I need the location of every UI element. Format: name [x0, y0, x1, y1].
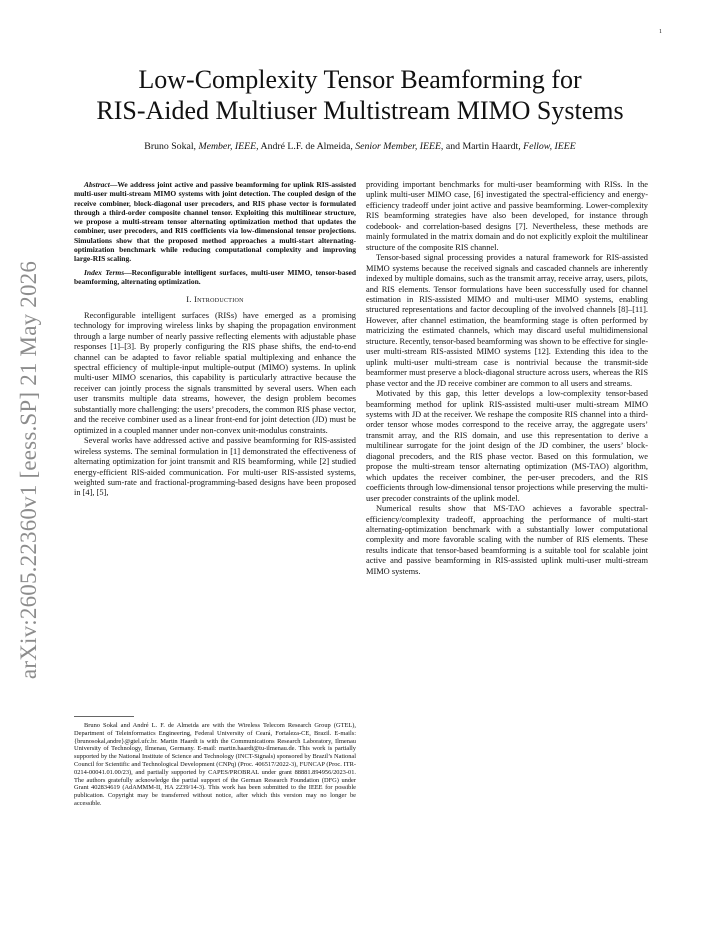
paragraph: Numerical results show that MS-TAO achieves a favorable spectral-efficiency/complexity tradeoff, approaching the performance of multi-start alternating-optimization benchmark with a substantially lower computational complexity and more favorable scaling with the number of RIS elements. These results indicate that tensor-based beamforming is a suitable tool for scalable joint active and passive beamforming in RIS-assisted uplink multi-user multi-stream MIMO systems. [366, 504, 648, 576]
title-line-2: RIS-Aided Multiuser Multistream MIMO Systems [96, 96, 624, 125]
author-1: Bruno Sokal, [144, 141, 196, 152]
paper-title [0, 64, 720, 126]
left-column [74, 180, 356, 499]
author-2: André L.F. de Almeida, [260, 141, 353, 152]
author-3-role: Fellow, IEEE [523, 141, 576, 152]
section-title: Introduction [194, 295, 244, 305]
page-number: 1 [659, 29, 662, 35]
paragraph: Motivated by this gap, this letter develops a low-complexity tensor-based beamforming method for uplink RIS-assisted multi-user multi-stream MIMO systems with JD at the receiver. We reshape the composite RIS channel into a third-order tensor whose modes correspond to the receive array, the aggregate users’ transmit array, and the RIS domain, and use this representation to derive a multilinear surrogate for the joint design of the JD combiner, the users’ block-diagonal precoders, and the RIS phase vector. Based on this formulation, we propose the multi-stream tensor alternating optimization (MS-TAO) algorithm, which updates the receiver combiner, the per-user precoders, and the RIS coefficients through low-dimensional tensor projections while preserving the multi-user precoder constraints of the uplink model. [366, 389, 648, 503]
title-line-1: Low-Complexity Tensor Beamforming for [138, 65, 582, 94]
footnote-rule [74, 716, 134, 717]
author-3: and Martin Haardt, [445, 141, 521, 152]
index-terms-lead: Index Terms [84, 267, 125, 277]
paragraph: Reconfigurable intelligent surfaces (RISs) have emerged as a promising technology for improving wireless links by shaping the propagation environment through a large number of nearly passive reflecting elements with adjustable phase responses [1]–[3]. By properly configuring the RIS phase shifts, the end-to-end channel can be adapted to favor reliable spatial multiplexing and enhance the spectral efficiency of multiple-input multiple-output (MIMO) systems. In uplink multi-user MIMO scenarios, this capability is particularly attractive because the receiver can jointly process the signals transmitted by several users. When each user transmits multiple data streams, however, the design problem becomes substantially more challenging: the users’ precoders, the common RIS phase vector, and the receive combiner used as a linear front-end for joint detection (JD) must be optimized in a coupled manner under non-convex unit-modulus constraints. [74, 310, 356, 435]
author-2-role: Senior Member, IEEE, [355, 141, 444, 152]
section-heading-introduction [74, 295, 356, 305]
footnote-text: Bruno Sokal and André L. F. de Almeida are with the Wireless Telecom Research Group (GTEL), Department of Teleinformatics Engineering, Federal University of Ceará, Fortaleza-CE, Brazil. E-mails: {brunosokal,andre}@gtel.ufc.br. Martin Haardt is with the Communications Research Laboratory, Ilmenau University of Technology, Ilmenau, Germany. E-mail: martin.haardt@tu-ilmenau.de. This work is partially supported by the National Institute of Science and Technology (INCT-Signals) sponsored by Brazil’s National Council for Scientific and Technological Development (CNPq) (Proc. 406517/2022-3), FUNCAP (Proc. ITR-0214-00041.01.00/23), and partially supported by CAPES/PROBRAL under grant 88881.894956/2023-01. The authors gratefully acknowledge the partial support of the German Research Foundation (DFG) under Grant 402834619 (AdAMMM-II, HA 2239/14-3). This work has been submitted to the IEEE for possible publication. Copyright may be transferred without notice, after which this version may no longer be accessible. [74, 722, 356, 807]
author-1-role: Member, IEEE, [198, 141, 259, 152]
section-numeral: I. [186, 295, 192, 305]
abstract [74, 180, 356, 264]
author-affiliation-footnote [74, 722, 356, 808]
paragraph: Several works have addressed active and passive beamforming for RIS-assisted wireless systems. The seminal formulation in [1] demonstrated the effectiveness of alternating optimization for joint transmit and RIS beamforming, while [2] studied energy-efficient RIS-aided communication. For multi-user RIS-assisted systems, weighted sum-rate and fractional-programming-based designs have been proposed in [4], [5], [74, 436, 356, 498]
index-terms-text: —Reconfigurable intelligent surfaces, multi-user MIMO, tensor-based beamforming, alternating optimization. [74, 267, 357, 286]
paragraph: providing important benchmarks for multi-user beamforming with RISs. In the uplink multi-user MIMO case, [6] investigated the spectral-efficiency and energy-efficiency tradeoff under joint active and passive beamforming. Lower-complexity RIS beamforming strategies have also been developed, for instance through codebook- and correlation-based designs [7]. Nevertheless, these methods are mainly formulated in the matrix domain and do not explicitly exploit the multilinear structure of the composite RIS channel. [366, 180, 648, 252]
paragraph: Tensor-based signal processing provides a natural framework for RIS-assisted MIMO systems because the received signals and cascaded channels are inherently indexed by multiple domains, such as the transmit array, receive array, users, pilots, and RIS elements. Tensor formulations have been successfully used for channel estimation in RIS-assisted MIMO and multi-user MIMO systems, enabling structured representations and factor decoupling of the involved channels [8]–[11]. However, after channel estimation, the beamforming stage is often performed by matricizing the estimated channels, which may discard useful multidimensional structure. Recently, tensor-based beamforming was shown to be effective for single-user multi-stream RIS-assisted MIMO systems [12]. Extending this idea to the uplink multi-user multi-stream case is nontrivial because the transmit-side beamformer must preserve a block-diagonal structure across users, whereas the RIS phase vector and the JD receive combiner are common to all users and streams. [366, 253, 648, 388]
right-column [366, 180, 648, 577]
abstract-text: —We address joint active and passive beamforming for uplink RIS-assisted multi-user multi-stream MIMO systems with joint detection. The coupled design of the receive combiner, block-diagonal user precoders, and RIS phase vector is formulated through a third-order composite channel tensor. Exploiting this multilinear structure, we propose a multi-stream tensor alternating optimization method that updates the combiner, user precoders, and RIS coefficients via low-dimensional tensor projections. Simulations show that the proposed method approaches a multi-start alternating-optimization benchmark while reducing computational complexity and improving large-RIS scaling. [74, 180, 356, 264]
arxiv-watermark [14, 250, 44, 690]
index-terms [74, 268, 356, 287]
abstract-lead: Abstract [84, 180, 110, 189]
author-list [0, 141, 720, 152]
arxiv-identifier: arXiv:2605.22360v1 [eess.SP] 21 May 2026 [16, 260, 42, 680]
